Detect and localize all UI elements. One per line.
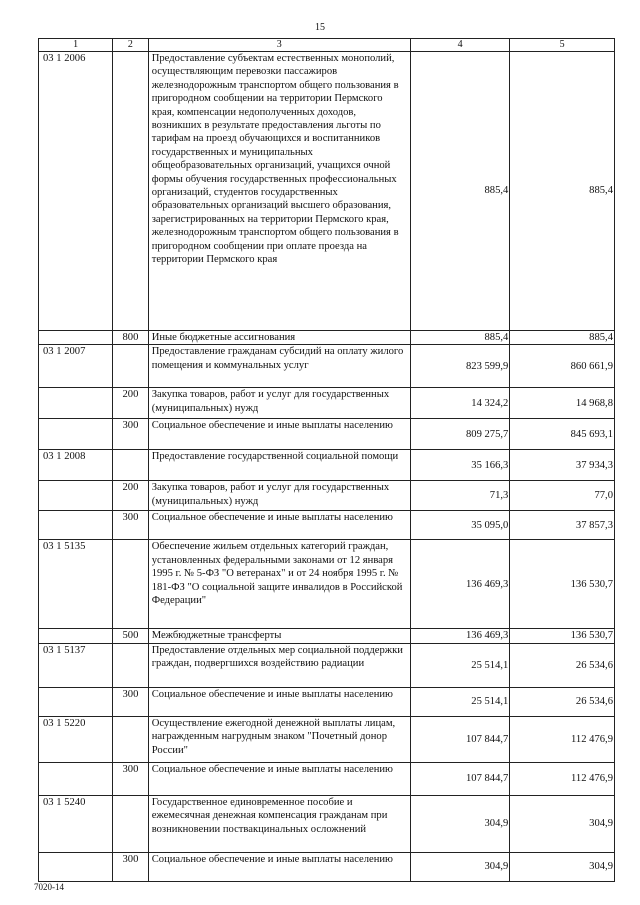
cell-sum-2: 112 476,9 [510,716,615,762]
cell-sum-1: 136 469,3 [410,540,510,629]
table-row [39,795,615,852]
cell-sum-1: 304,9 [410,795,510,852]
cell-expense-type: 500 [113,629,149,643]
cell-expense-type [113,345,149,388]
cell-expense-type: 800 [113,331,149,345]
cell-description: Закупка товаров, работ и услуг для государственных (муниципальных) нужд [148,481,410,511]
cell-sum-2: 26 534,6 [510,643,615,687]
cell-description: Межбюджетные трансферты [148,629,410,643]
cell-sum-2: 77,0 [510,481,615,511]
cell-sum-2: 885,4 [510,331,615,345]
cell-expense-type: 300 [113,687,149,716]
cell-sum-2: 860 661,9 [510,345,615,388]
cell-sum-1: 823 599,9 [410,345,510,388]
cell-expense-type [113,540,149,629]
cell-expense-type: 300 [113,419,149,450]
cell-sum-1: 885,4 [410,52,510,331]
cell-description: Предоставление отдельных мер социальной поддержки граждан, подвергшихся воздействию радиации [148,643,410,687]
table-row [39,450,615,481]
cell-code [39,481,113,511]
cell-expense-type [113,716,149,762]
cell-description: Предоставление гражданам субсидий на оплату жилого помещения и коммунальных услуг [148,345,410,388]
cell-sum-1: 107 844,7 [410,716,510,762]
cell-description: Социальное обеспечение и иные выплаты населению [148,419,410,450]
table-row [39,716,615,762]
cell-code [39,629,113,643]
cell-sum-2: 112 476,9 [510,762,615,795]
cell-code: 03 1 2008 [39,450,113,481]
cell-description: Социальное обеспечение и иные выплаты населению [148,511,410,540]
cell-code: 03 1 5220 [39,716,113,762]
cell-expense-type: 200 [113,481,149,511]
table-row [39,345,615,388]
header-row [39,39,615,52]
cell-expense-type [113,52,149,331]
table-row [39,52,615,331]
cell-sum-1: 35 166,3 [410,450,510,481]
cell-sum-1: 71,3 [410,481,510,511]
cell-code [39,419,113,450]
cell-code: 03 1 2007 [39,345,113,388]
cell-description: Закупка товаров, работ и услуг для государственных (муниципальных) нужд [148,388,410,419]
cell-description: Социальное обеспечение и иные выплаты населению [148,762,410,795]
page-number: 15 [315,22,325,33]
cell-code: 03 1 5240 [39,795,113,852]
cell-code [39,687,113,716]
cell-expense-type: 300 [113,762,149,795]
cell-code: 03 1 5135 [39,540,113,629]
table-row [39,388,615,419]
cell-expense-type: 300 [113,511,149,540]
cell-sum-2: 26 534,6 [510,687,615,716]
cell-code: 03 1 2006 [39,52,113,331]
table-row [39,419,615,450]
cell-description: Предоставление государственной социальной помощи [148,450,410,481]
table-row [39,629,615,643]
cell-sum-1: 809 275,7 [410,419,510,450]
cell-description: Предоставление субъектам естественных монополий, осуществляющим перевозки пассажиров железнодорожным транспортом общего пользования в пригородном сообщении на территории Пермского края, компенсации недополученных доходов, возникших в результате предоставления льготы по тарифам на проезд обучающихся и воспитанников государственных и муниципальных общеобразовательных организаций, учащихся очной формы обучения государственных профессиональных организаций, студентов государственных образовательных организаций высшего образования, зарегистрированных на территории Пермского края, железнодорожным транспортом общего пользования в пригородном сообщении при оплате проезда на территории Пермского края [148,52,410,331]
budget-table [38,38,615,882]
table-row [39,687,615,716]
cell-sum-1: 885,4 [410,331,510,345]
cell-sum-2: 885,4 [510,52,615,331]
cell-description: Социальное обеспечение и иные выплаты населению [148,687,410,716]
cell-sum-1: 25 514,1 [410,643,510,687]
table-row [39,643,615,687]
cell-code [39,852,113,881]
cell-code: 03 1 5137 [39,643,113,687]
cell-sum-1: 136 469,3 [410,629,510,643]
header-col-2: 2 [113,39,149,52]
cell-expense-type [113,450,149,481]
cell-code [39,388,113,419]
header-col-5: 5 [510,39,615,52]
document-code: 7020-14 [34,882,64,892]
cell-description: Социальное обеспечение и иные выплаты населению [148,852,410,881]
table-row [39,331,615,345]
cell-sum-1: 25 514,1 [410,687,510,716]
cell-sum-2: 136 530,7 [510,540,615,629]
cell-expense-type [113,643,149,687]
cell-sum-1: 304,9 [410,852,510,881]
cell-sum-2: 37 934,3 [510,450,615,481]
header-col-1: 1 [39,39,113,52]
table-row [39,762,615,795]
cell-expense-type [113,795,149,852]
cell-code [39,762,113,795]
cell-description: Обеспечение жильем отдельных категорий граждан, установленных федеральными законами от 12 января 1995 г. № 5-ФЗ "О ветеранах" и от 24 ноября 1995 г. № 181-ФЗ "О социальной защите инвалидов в Российской Федерации" [148,540,410,629]
cell-description: Государственное единовременное пособие и ежемесячная денежная компенсация гражданам при возникновении поствакцинальных осложнений [148,795,410,852]
header-col-3: 3 [148,39,410,52]
cell-description: Осуществление ежегодной денежной выплаты лицам, награжденным нагрудным знаком "Почетный донор России" [148,716,410,762]
cell-sum-1: 107 844,7 [410,762,510,795]
table-row [39,511,615,540]
cell-expense-type: 300 [113,852,149,881]
table-row [39,481,615,511]
cell-sum-1: 35 095,0 [410,511,510,540]
cell-sum-2: 304,9 [510,852,615,881]
header-col-4: 4 [410,39,510,52]
cell-code [39,511,113,540]
cell-sum-2: 14 968,8 [510,388,615,419]
cell-sum-1: 14 324,2 [410,388,510,419]
cell-sum-2: 845 693,1 [510,419,615,450]
cell-sum-2: 136 530,7 [510,629,615,643]
table-row [39,852,615,881]
cell-description: Иные бюджетные ассигнования [148,331,410,345]
cell-sum-2: 37 857,3 [510,511,615,540]
cell-expense-type: 200 [113,388,149,419]
table-row [39,540,615,629]
cell-code [39,331,113,345]
cell-sum-2: 304,9 [510,795,615,852]
